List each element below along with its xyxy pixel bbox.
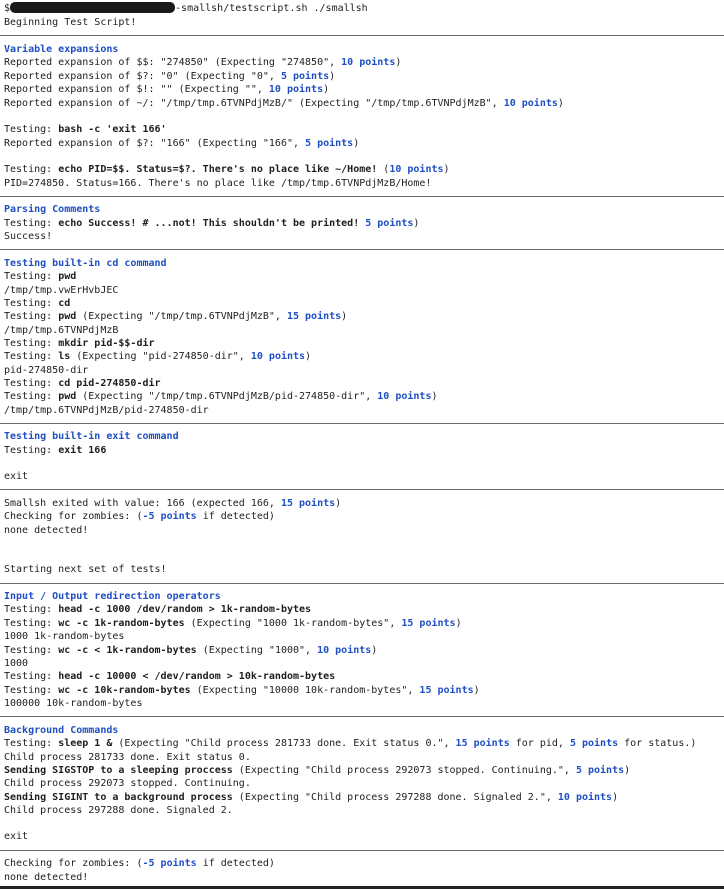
output-line: 100000 10k-random-bytes: [4, 698, 143, 709]
output-line: Sending SIGINT to a background process (Expecting "Child process 297288 done. Signaled 2.", 10 points): [4, 791, 619, 803]
output-line: none detected!: [4, 524, 89, 536]
output-line: Testing: wc -c 10k-random-bytes (Expecting "10000 10k-random-bytes", 15 points): [4, 684, 480, 696]
output-line: Child process 281733 done. Exit status 0.: [4, 751, 251, 763]
output-line: Testing: wc -c 1k-random-bytes (Expecting "1000 1k-random-bytes", 15 points): [4, 617, 462, 629]
output-line: Testing: echo Success! # ...not! This shouldn't be printed! 5 points): [4, 217, 420, 229]
output-line: Testing: cd: [4, 298, 71, 309]
output-line: Testing: pwd: [4, 271, 77, 282]
output-line: Sending SIGSTOP to a sleeping proccess (Expecting "Child process 292073 stopped. Continuing.", 5 points): [4, 765, 631, 776]
section-header-parsing-comments: Parsing Comments: [4, 204, 101, 215]
output-line: exit: [4, 831, 29, 842]
output-line: 1000 1k-random-bytes: [4, 631, 125, 642]
output-line: Testing: sleep 1 & (Expecting "Child process 281733 done. Exit status 0.", 15 points for pid, 5 points for status.): [4, 738, 697, 749]
output-line: exit: [4, 471, 29, 482]
output-line: Testing: mkdir pid-$$-dir: [4, 338, 155, 349]
output-line: Reported expansion of ~/: "/tmp/tmp.6TVNPdjMzB/" (Expecting "/tmp/tmp.6TVNPdjMzB", 10 points): [4, 97, 564, 109]
output-line: Smallsh exited with value: 166 (expected 166, 15 points): [4, 497, 342, 509]
command-line: [4, 2, 724, 15]
divider: [0, 489, 724, 490]
output-line: Success!: [4, 231, 53, 242]
section-header-exit: Testing built-in exit command: [4, 431, 179, 442]
output-line: Reported expansion of $$: "274850" (Expecting "274850", 10 points): [4, 57, 402, 68]
output-line: none detected!: [4, 871, 89, 883]
redacted-path: [10, 2, 175, 13]
output-line: /tmp/tmp.6TVNPdjMzB: [4, 324, 119, 336]
divider: [0, 196, 724, 197]
output-line: pid-274850-dir: [4, 364, 89, 376]
output-line: Reported expansion of $?: "166" (Expecting "166", 5 points): [4, 137, 360, 149]
output-line: /tmp/tmp.6TVNPdjMzB/pid-274850-dir: [4, 404, 209, 416]
output-line: Child process 297288 done. Signaled 2.: [4, 805, 233, 816]
output-line: Testing: cd pid-274850-dir: [4, 378, 161, 389]
output-line: 1000: [4, 658, 29, 669]
section-header-background: Background Commands: [4, 724, 119, 736]
divider: [0, 35, 724, 36]
command-text: -smallsh/testscript.sh ./smallsh: [175, 3, 368, 14]
section-header-variable-expansions: Variable expansions: [4, 43, 119, 55]
output-line: Testing: exit 166: [4, 444, 107, 456]
section-header-cd: Testing built-in cd command: [4, 257, 167, 269]
output-line: Testing: bash -c 'exit 166': [4, 124, 167, 135]
output-line: PID=274850. Status=166. There's no place like /tmp/tmp.6TVNPdjMzB/Home!: [4, 177, 432, 189]
output-line: Checking for zombies: (-5 points if detected): [4, 858, 275, 869]
divider: [0, 716, 724, 717]
divider: [0, 850, 724, 851]
section-header-redirection: Input / Output redirection operators: [4, 591, 221, 602]
divider: [0, 583, 724, 584]
divider: [0, 249, 724, 250]
output-line: Reported expansion of $!: "" (Expecting "", 10 points): [4, 84, 330, 95]
divider: [0, 423, 724, 424]
output-line: Starting next set of tests!: [4, 564, 167, 575]
output-line: Testing: ls (Expecting "pid-274850-dir", 10 points): [4, 351, 312, 362]
output-line: Child process 292073 stopped. Continuing.: [4, 778, 251, 789]
output-line: Testing: head -c 1000 /dev/random > 1k-random-bytes: [4, 604, 312, 615]
output-line: Testing: echo PID=$$. Status=$?. There's no place like ~/Home! (10 points): [4, 164, 450, 175]
prompt-symbol: $: [4, 3, 11, 14]
output-line: Testing: wc -c < 1k-random-bytes (Expecting "1000", 10 points): [4, 644, 378, 656]
output-line: Reported expansion of $?: "0" (Expecting "0", 5 points): [4, 70, 336, 82]
output-line: /tmp/tmp.vwErHvbJEC: [4, 284, 119, 296]
output-line: Testing: pwd (Expecting "/tmp/tmp.6TVNPdjMzB", 15 points): [4, 311, 348, 322]
output-line: Testing: head -c 10000 < /dev/random > 10k-random-bytes: [4, 671, 336, 682]
output-line: Testing: pwd (Expecting "/tmp/tmp.6TVNPdjMzB/pid-274850-dir", 10 points): [4, 391, 438, 402]
output-line: Checking for zombies: (-5 points if detected): [4, 511, 275, 522]
begin-line: Beginning Test Script!: [4, 16, 137, 28]
